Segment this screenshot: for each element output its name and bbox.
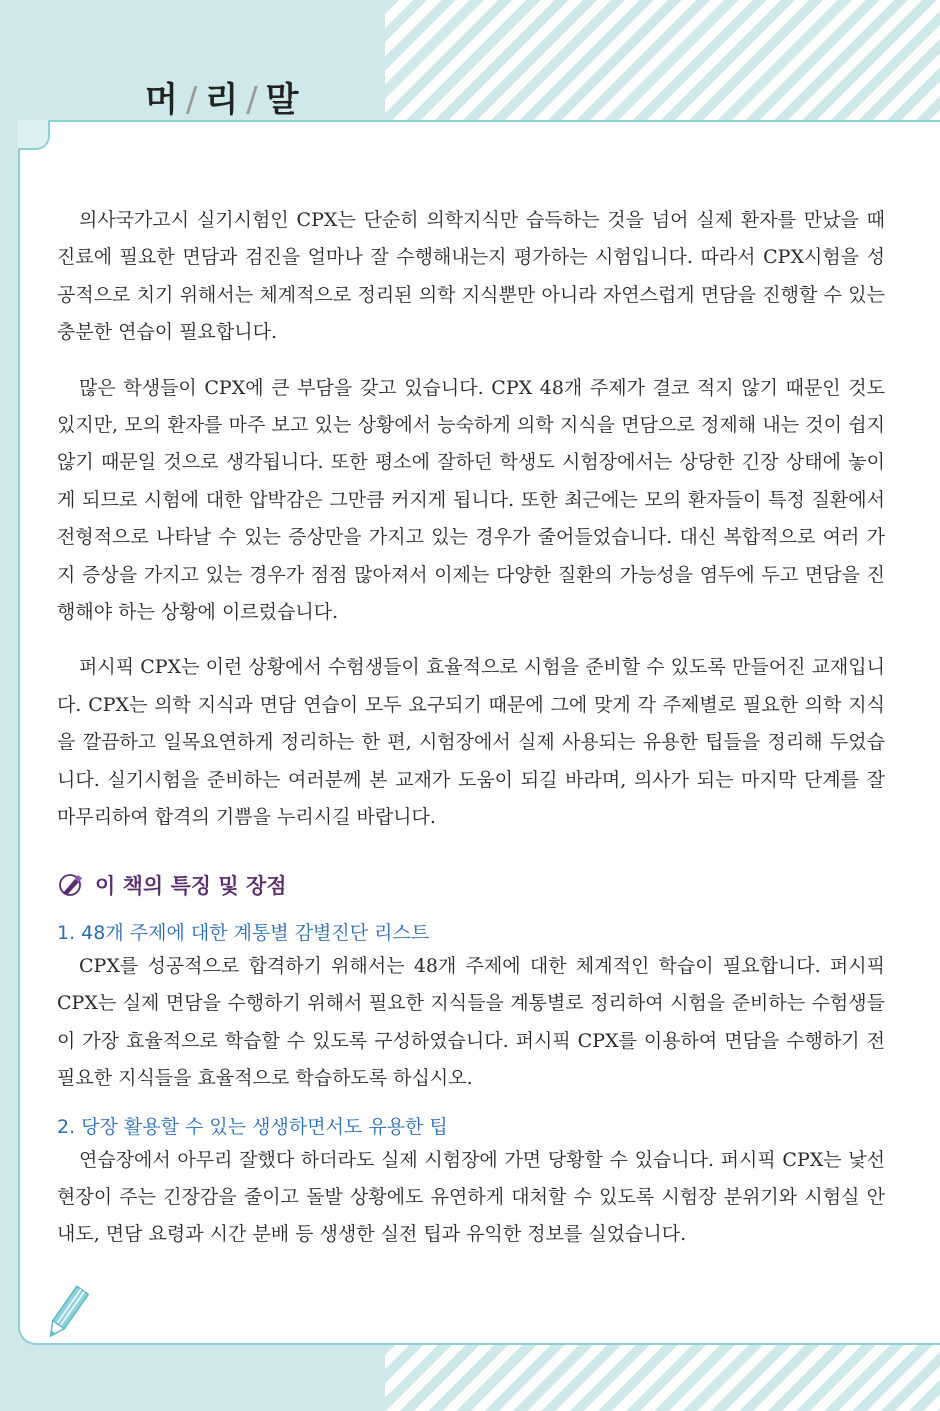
intro-paragraph-1: 의사국가고시 실기시험인 CPX는 단순히 의학지식만 습득하는 것을 넘어 실제 환자를 만났을 때 진료에 필요한 면담과 검진을 얼마나 잘 수행해내는지 평가하는 시험입니다. 따라서 CPX시험을 성공적으로 치기 위해서는 체계적으로 정리된 의학 지식뿐만 아니라 자연스럽게 면담을 진행할 수 있는 충분한 연습이 필요합니다. — [57, 209, 885, 344]
title-part-2: 리 — [205, 80, 241, 120]
intro-paragraph-2: 많은 학생들이 CPX에 큰 부담을 갖고 있습니다. CPX 48개 주제가 결코 적지 않기 때문인 것도 있지만, 모의 환자를 마주 보고 있는 상황에서 능숙하게 의학 지식을 면담으로 정제해 내는 것이 쉽지 않기 때문일 것으로 생각됩니다. 또한 평소에 잘하던 학생도 시험장에서는 상당한 긴장 상태에 놓이게 되므로 시험에 대한 압박감은 그만큼 커지게 됩니다. 또한 최근에는 모의 환자들이 특정 질환에서 전형적으로 나타날 수 있는 증상만을 가지고 있는 경우가 줄어들었습니다. 대신 복합적으로 여러 가지 증상을 가지고 있는 경우가 점점 많아져서 이제는 다양한 질환의 가능성을 염두에 두고 면담을 진행해야 하는 상황에 이르렀습니다. — [57, 376, 885, 624]
intro-section — [57, 202, 885, 855]
feature-1-body: CPX를 성공적으로 합격하기 위해서는 48개 주제에 대한 체계적인 학습이 필요합니다. 퍼시픽 CPX는 실제 면담을 수행하기 위해서 필요한 지식들을 계통별로 정리하여 시험을 준비하는 수험생들이 가장 효율적으로 학습할 수 있도록 구성하였습니다. 퍼시픽 CPX를 이용하여 면담을 수행하기 전 필요한 지식들을 효율적으로 학습하도록 하십시오. — [57, 955, 885, 1090]
footer-stripes — [385, 1341, 940, 1411]
intro-paragraph-3: 퍼시픽 CPX는 이런 상황에서 수험생들이 효율적으로 시험을 준비할 수 있도록 만들어진 교재입니다. CPX는 의학 지식과 면담 연습이 모두 요구되기 때문에 그에 맞게 각 주제별로 필요한 의학 지식을 깔끔하고 일목요연하게 정리하는 한 편, 시험장에서 실제 사용되는 유용한 팁들을 정리해 두었습니다. 실기시험을 준비하는 여러분께 본 교재가 도움이 되길 바라며, 의사가 되는 마지막 단계를 잘 마무리하여 합격의 기쁨을 누리시길 바랍니다. — [57, 656, 885, 829]
pencil-icon — [42, 1283, 90, 1345]
feature-2-title: 2. 당장 활용할 수 있는 생생하면서도 유용한 팁 — [57, 1115, 448, 1138]
pen-nib-icon — [57, 871, 85, 899]
features-heading — [57, 866, 885, 904]
title-part-1: 머 — [145, 80, 180, 120]
features-heading-text: 이 책의 특징 및 장점 — [95, 874, 287, 898]
page-title — [145, 72, 301, 121]
title-part-3: 말 — [265, 80, 301, 120]
title-separator-1: / — [185, 80, 200, 120]
features-section — [57, 866, 885, 1262]
feature-2-body: 연습장에서 아무리 잘했다 하더라도 실제 시험장에 가면 당황할 수 있습니다. 퍼시픽 CPX는 낯선 현장이 주는 긴장감을 줄이고 돌발 상황에도 유연하게 대처할 수 있도록 시험장 분위기와 시험실 안내도, 면담 요령과 시간 분배 등 생생한 실전 팁과 유익한 정보를 실었습니다. — [57, 1148, 885, 1246]
page-curl — [18, 120, 50, 150]
feature-1-title: 1. 48개 주제에 대한 계통별 감별진단 리스트 — [57, 922, 430, 944]
header-stripes — [385, 0, 940, 120]
title-separator-2: / — [246, 80, 260, 120]
